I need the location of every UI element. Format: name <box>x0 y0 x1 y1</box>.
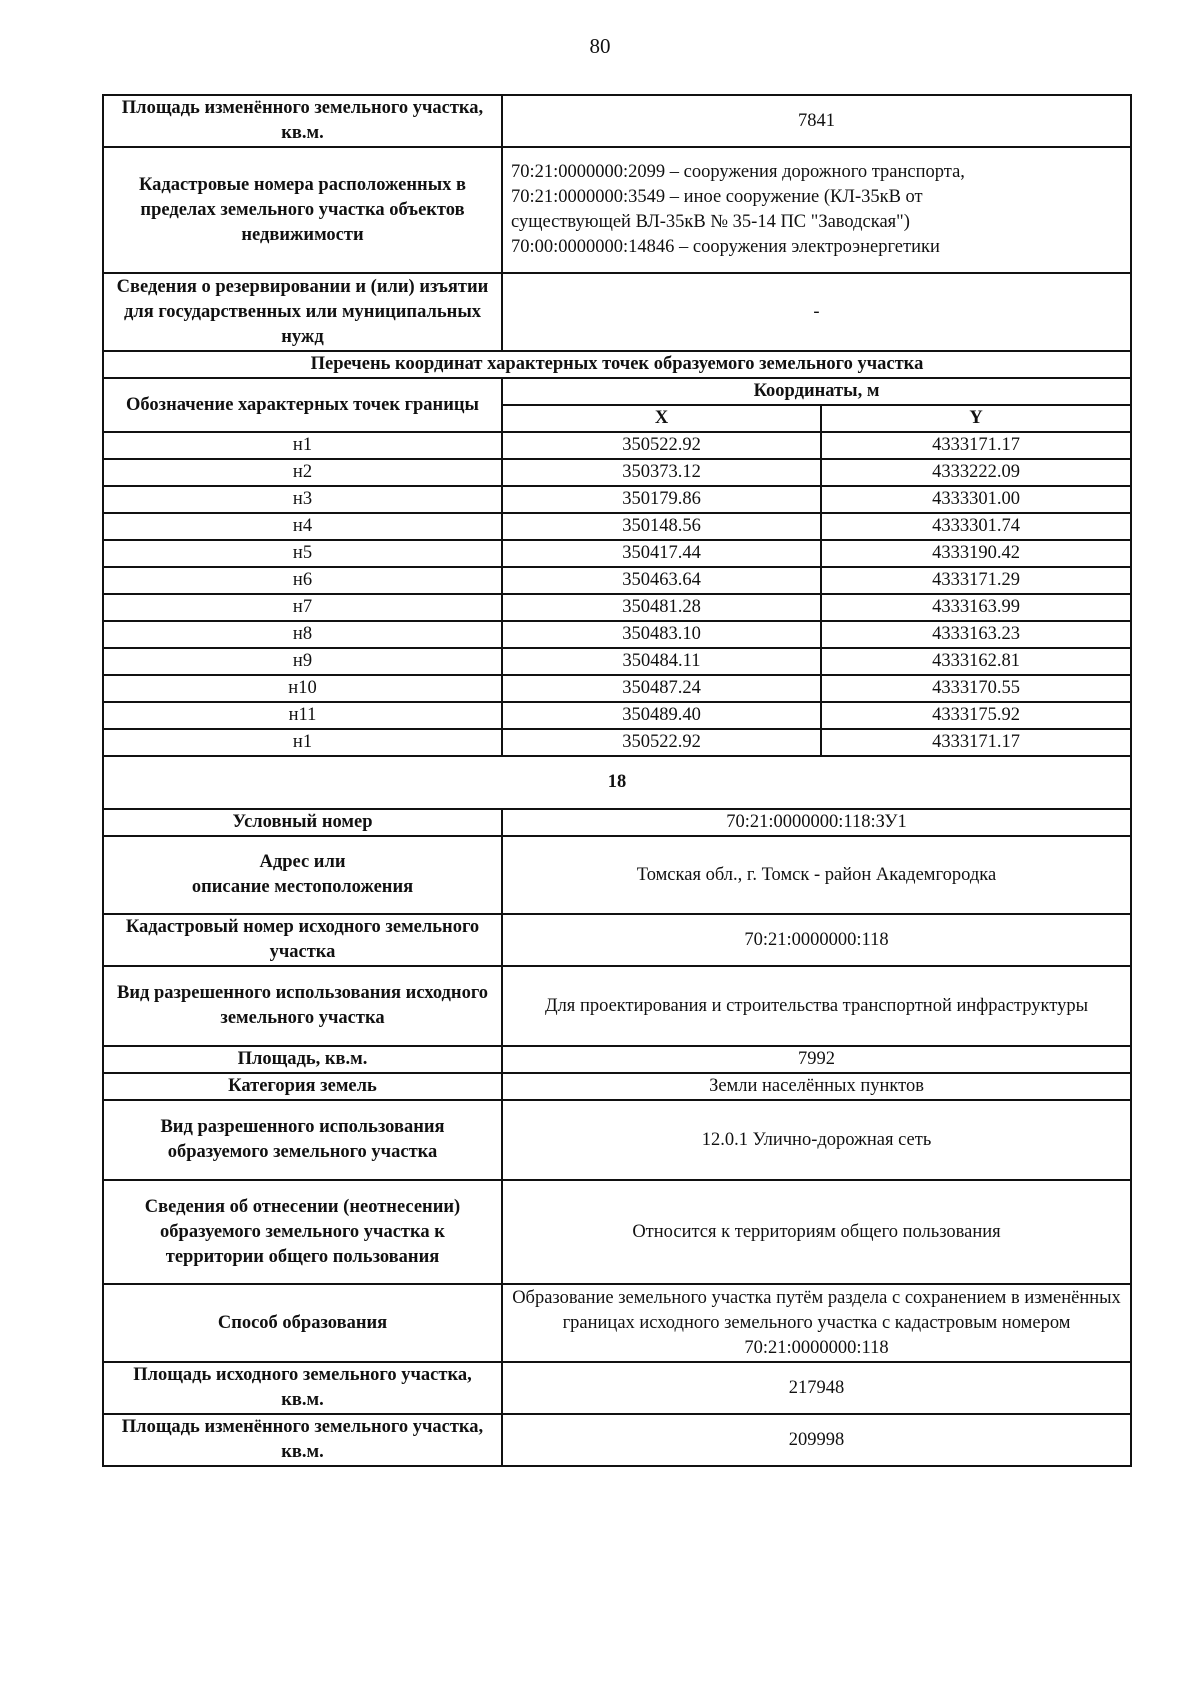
source-cadastral-label: Кадастровый номер исходного земельного участка <box>103 914 502 966</box>
x-cell: 350522.92 <box>502 432 821 459</box>
x-cell: 350481.28 <box>502 594 821 621</box>
x-cell: 350463.64 <box>502 567 821 594</box>
new-use-value: 12.0.1 Улично-дорожная сеть <box>502 1100 1131 1180</box>
address-label <box>103 836 502 914</box>
source-area-value: 217948 <box>502 1362 1131 1414</box>
public-use-label: Сведения об отнесении (неотнесении) образуемого земельного участка к территории общего пользования <box>103 1180 502 1284</box>
formation-method-label: Способ образования <box>103 1284 502 1362</box>
coordinate-row <box>103 432 1131 459</box>
coordinate-row <box>103 621 1131 648</box>
y-cell: 4333171.29 <box>821 567 1131 594</box>
land-plot-table <box>102 94 1132 1467</box>
reservation-value: - <box>502 273 1131 351</box>
changed-area-value-18: 209998 <box>502 1414 1131 1466</box>
page-number: 80 <box>589 34 611 58</box>
land-category-value: Земли населённых пунктов <box>502 1073 1131 1100</box>
y-cell: 4333222.09 <box>821 459 1131 486</box>
conditional-number-row <box>103 809 1131 836</box>
point-cell: н10 <box>103 675 502 702</box>
y-cell: 4333162.81 <box>821 648 1131 675</box>
coordinates-title-row <box>103 351 1131 378</box>
reservation-label: Сведения о резервировании и (или) изъятии для государственных или муниципальных нужд <box>103 273 502 351</box>
source-area-row <box>103 1362 1131 1414</box>
address-label-line: Адрес или <box>259 852 346 872</box>
point-header: Обозначение характерных точек границы <box>103 378 502 432</box>
cadastral-object-line: 70:21:0000000:3549 – иное сооружение (КЛ-35кВ от <box>511 187 923 207</box>
coordinate-row <box>103 702 1131 729</box>
address-value: Томская обл., г. Томск - район Академгородка <box>502 836 1131 914</box>
coordinate-row <box>103 459 1131 486</box>
x-header: X <box>502 405 821 432</box>
conditional-number-label: Условный номер <box>103 809 502 836</box>
source-use-label: Вид разрешенного использования исходного земельного участка <box>103 966 502 1046</box>
changed-area-label-18: Площадь изменённого земельного участка, кв.м. <box>103 1414 502 1466</box>
source-use-row <box>103 966 1131 1046</box>
point-cell: н6 <box>103 567 502 594</box>
cadastral-object-line: 70:00:0000000:14846 – сооружения электроэнергетики <box>511 237 940 257</box>
address-row <box>103 836 1131 914</box>
x-cell: 350522.92 <box>502 729 821 756</box>
x-cell: 350489.40 <box>502 702 821 729</box>
point-cell: н2 <box>103 459 502 486</box>
y-cell: 4333175.92 <box>821 702 1131 729</box>
public-use-value: Относится к территориям общего пользования <box>502 1180 1131 1284</box>
y-cell: 4333171.17 <box>821 729 1131 756</box>
area-value: 7992 <box>502 1046 1131 1073</box>
address-label-line: описание местоположения <box>191 877 414 897</box>
cadastral-objects-label: Кадастровые номера расположенных в пределах земельного участка объектов недвижимости <box>103 147 502 273</box>
source-area-label: Площадь исходного земельного участка, кв.м. <box>103 1362 502 1414</box>
point-cell: н4 <box>103 513 502 540</box>
point-cell: н11 <box>103 702 502 729</box>
x-cell: 350483.10 <box>502 621 821 648</box>
y-cell: 4333301.74 <box>821 513 1131 540</box>
reservation-row <box>103 273 1131 351</box>
coordinate-row <box>103 648 1131 675</box>
new-use-label: Вид разрешенного использования образуемого земельного участка <box>103 1100 502 1180</box>
y-cell: 4333163.99 <box>821 594 1131 621</box>
area-label: Площадь, кв.м. <box>103 1046 502 1073</box>
conditional-number-value: 70:21:0000000:118:ЗУ1 <box>502 809 1131 836</box>
x-cell: 350373.12 <box>502 459 821 486</box>
source-cadastral-value: 70:21:0000000:118 <box>502 914 1131 966</box>
cadastral-object-line: 70:21:0000000:2099 – сооружения дорожного транспорта, <box>511 162 965 182</box>
changed-area-value: 7841 <box>502 95 1131 147</box>
y-header: Y <box>821 405 1131 432</box>
cadastral-objects-value <box>502 147 1131 273</box>
x-cell: 350487.24 <box>502 675 821 702</box>
area-row <box>103 1046 1131 1073</box>
coordinate-row <box>103 513 1131 540</box>
land-category-row <box>103 1073 1131 1100</box>
section-number: 18 <box>103 756 1131 809</box>
point-cell: н1 <box>103 432 502 459</box>
coordinate-rows <box>103 432 1131 756</box>
source-use-value: Для проектирования и строительства транспортной инфраструктуры <box>502 966 1131 1046</box>
point-cell: н5 <box>103 540 502 567</box>
land-category-label: Категория земель <box>103 1073 502 1100</box>
point-cell: н9 <box>103 648 502 675</box>
y-cell: 4333170.55 <box>821 675 1131 702</box>
cadastral-objects-row <box>103 147 1131 273</box>
x-cell: 350484.11 <box>502 648 821 675</box>
point-cell: н1 <box>103 729 502 756</box>
coordinate-row <box>103 486 1131 513</box>
section-number-row <box>103 756 1131 809</box>
coordinate-row <box>103 567 1131 594</box>
new-use-row <box>103 1100 1131 1180</box>
x-cell: 350148.56 <box>502 513 821 540</box>
public-use-row <box>103 1180 1131 1284</box>
x-cell: 350417.44 <box>502 540 821 567</box>
changed-area-row <box>103 95 1131 147</box>
coordinate-row <box>103 540 1131 567</box>
y-cell: 4333190.42 <box>821 540 1131 567</box>
formation-method-row <box>103 1284 1131 1362</box>
coordinates-title: Перечень координат характерных точек образуемого земельного участка <box>103 351 1131 378</box>
coordinates-header-row <box>103 378 1131 405</box>
y-cell: 4333301.00 <box>821 486 1131 513</box>
point-cell: н3 <box>103 486 502 513</box>
cadastral-object-line: существующей ВЛ-35кВ № 35-14 ПС "Заводская") <box>511 212 910 232</box>
coords-header: Координаты, м <box>502 378 1131 405</box>
point-cell: н8 <box>103 621 502 648</box>
point-cell: н7 <box>103 594 502 621</box>
coordinate-row <box>103 594 1131 621</box>
changed-area-label: Площадь изменённого земельного участка, кв.м. <box>103 95 502 147</box>
x-cell: 350179.86 <box>502 486 821 513</box>
y-cell: 4333171.17 <box>821 432 1131 459</box>
formation-method-value: Образование земельного участка путём раздела с сохранением в изменённых границах исходного земельного участка с кадастровым номером 70:21:0000000:118 <box>502 1284 1131 1362</box>
y-cell: 4333163.23 <box>821 621 1131 648</box>
source-cadastral-row <box>103 914 1131 966</box>
coordinate-row <box>103 675 1131 702</box>
coordinate-row <box>103 729 1131 756</box>
changed-area-row-18 <box>103 1414 1131 1466</box>
